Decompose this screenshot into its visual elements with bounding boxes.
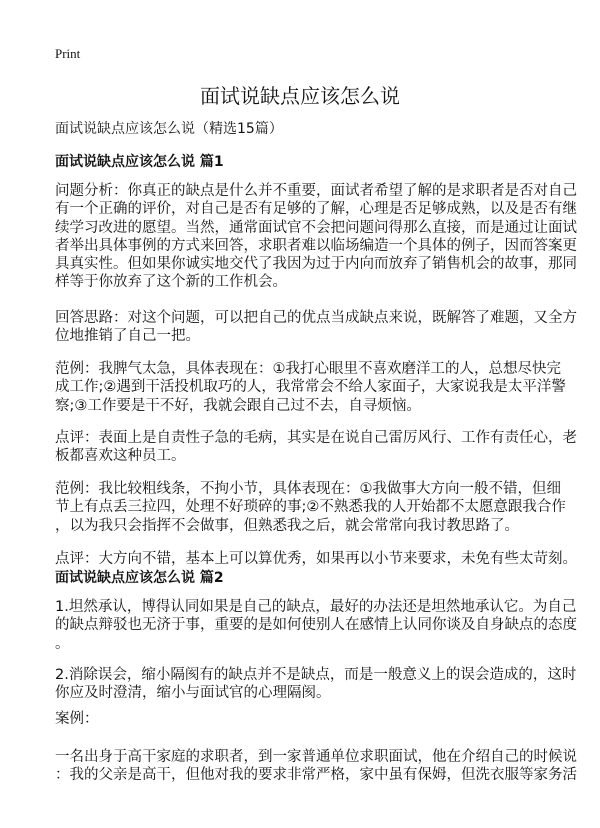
paragraph [55, 598, 577, 653]
paragraph-line: 范例：我脾气太急，具体表现在：①我打心眼里不喜欢磨洋工的人，总想尽快完 [55, 361, 561, 377]
subtitle: 面试说缺点应该怎么说（精选15篇） [55, 121, 283, 137]
paragraph-line: 板都喜欢这种员工。 [55, 448, 186, 465]
paragraph-line: ：我的父亲是高干，但他对我的要求非常严格，家中虽有保姆，但洗衣服等家务活 [55, 767, 577, 784]
section-heading-1: 面试说缺点应该怎么说 篇1 [55, 154, 224, 170]
paragraph-line: 2.消除误会，缩小隔阂有的缺点并不是缺点，而是一般意义上的误会造成的，这时 [55, 667, 577, 683]
paragraph-line: 一名出身于高干家庭的求职者，到一家普通单位求职面试，他在介绍自己的时候说 [55, 749, 577, 765]
paragraph [55, 309, 577, 346]
paragraph-line: 你应及时澄清，缩小与面试官的心理隔阂。 [55, 685, 331, 702]
paragraph-line: 有一个正确的评价，对自己是否有足够的了解，心理是否足够成熟，以及是否有继 [55, 201, 577, 218]
paragraph-line: 续学习改进的愿望。当然，通常面试官不会把问题问得那么直接，而是通过让面试 [55, 219, 577, 236]
paragraph-line: 回答思路：对这个问题，可以把自己的优点当成缺点来说，既解答了难题，又全方 [55, 310, 577, 326]
paragraph [55, 480, 566, 535]
paragraph-line: 察;③工作要是干不好，我就会跟自己过不去，自寻烦恼。 [55, 397, 421, 414]
print-link[interactable]: Print [55, 46, 81, 61]
paragraph [55, 360, 566, 415]
paragraph-line: 者举出具体事例的方式来回答，求职者难以临场编造一个具体的例子，因而答案更 [55, 237, 577, 254]
paragraph [55, 748, 577, 785]
paragraph-line: 问题分析：你真正的缺点是什么并不重要，面试者希望了解的是求职者是否对自己 [55, 183, 577, 199]
paragraph-line: 1.坦然承认，博得认同如果是自己的缺点，最好的办法还是坦然地承认它。为自己 [55, 599, 577, 615]
paragraph-line: 具真实性。但如果你诚实地交代了我因为过于内向而放弃了销售机会的故事，那同 [55, 256, 577, 273]
paragraph-line: 节上有点丢三拉四，处理不好琐碎的事;②不熟悉我的人开始都不太愿意跟我合作 [55, 499, 566, 516]
section-heading-2: 面试说缺点应该怎么说 篇2 [55, 570, 224, 586]
page-title: 面试说缺点应该怎么说 [200, 84, 400, 108]
paragraph [55, 550, 577, 568]
paragraph [55, 429, 577, 466]
paragraph-line: 范例：我比较粗线条，不拘小节，具体表现在：①我做事大方向一般不错，但细 [55, 481, 561, 497]
paragraph-line: 案例： [55, 711, 99, 727]
paragraph-line: 点评：表面上是自责性子急的毛病，其实是在说自己雷厉风行、工作有责任心，老 [55, 430, 577, 446]
paragraph-line: ，以为我只会指挥不会做事，但熟悉我之后，就会常常向我讨教思路了。 [55, 517, 519, 534]
paragraph [55, 710, 555, 728]
paragraph [55, 666, 577, 703]
paragraph-line: 。 [55, 635, 70, 652]
paragraph [55, 182, 577, 292]
paragraph-line: 成工作;②遇到干活投机取巧的人，我常常会不给人家面子，大家说我是太平洋警 [55, 379, 566, 396]
paragraph-line: 点评：大方向不错，基本上可以算优秀，如果再以小节来要求，未免有些太苛刻。 [55, 551, 577, 567]
paragraph-line: 位地推销了自己一把。 [55, 328, 200, 345]
paragraph-line: 样等于你放弃了这个新的工作机会。 [55, 274, 287, 291]
paragraph-line: 的缺点辩驳也无济于事，重要的是如何使别人在感情上认同你谈及自身缺点的态度 [55, 617, 577, 634]
